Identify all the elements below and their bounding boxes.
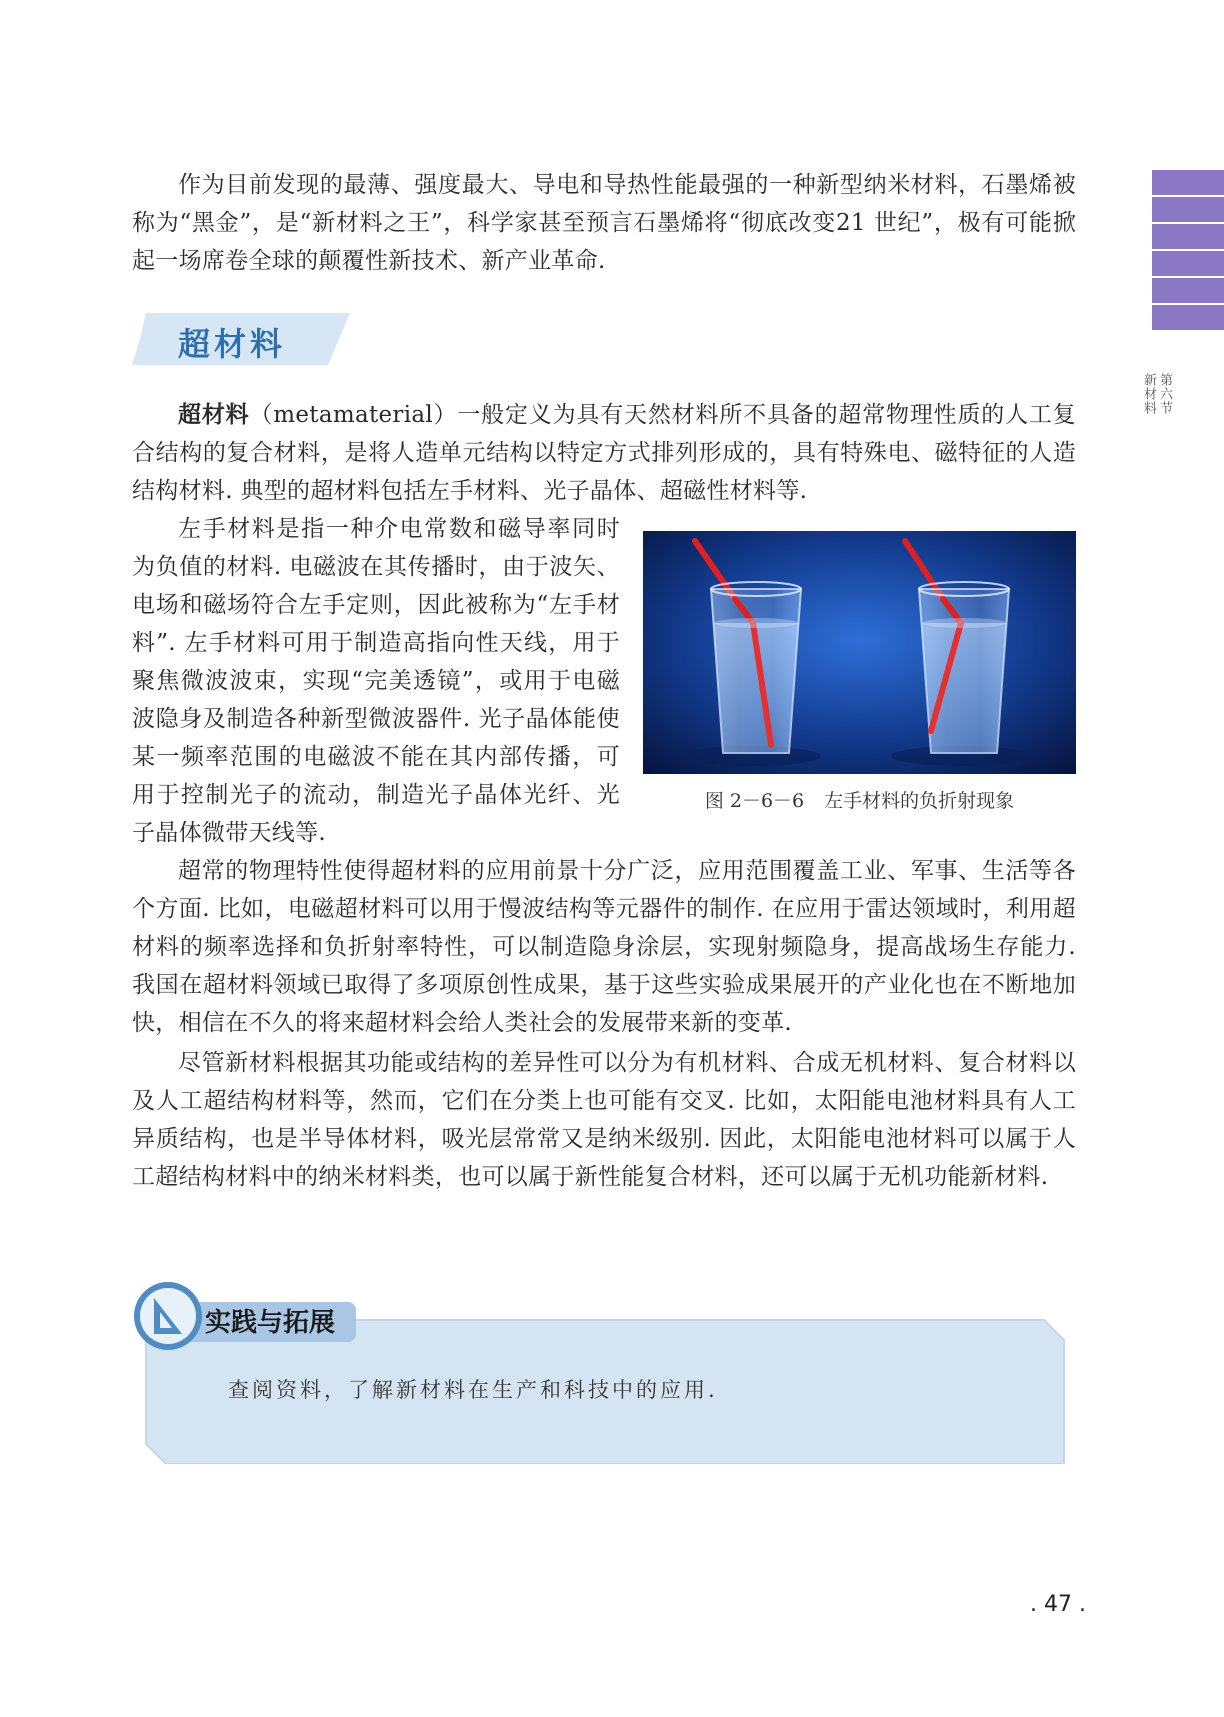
side-tab-section: 第六节 [1157, 373, 1172, 415]
figure-caption-text: 左手材料的负折射现象 [824, 790, 1015, 812]
side-tab-stripes [1152, 170, 1224, 332]
definition-term: 超材料 [178, 402, 250, 428]
practice-text: 查阅资料，了解新材料在生产和科技中的应用. [228, 1378, 718, 1402]
figure-number: 图 2－6－6 [704, 790, 805, 812]
side-tab-title: 新材料 [1141, 373, 1156, 415]
section-heading [132, 313, 350, 365]
page-number: . 47 . [1030, 1592, 1086, 1617]
definition-text: （metamaterial）一般定义为具有天然材料所不具备的超常物理性质的人工复合结构的复合材料，是将人造单元结构以特定方式排列形成的，具有特殊电、磁特征的人造结构材料. 典型的超材料包括左手材料、光子晶体、超磁性材料等. [132, 402, 1077, 504]
application-paragraph: 超常的物理特性使得超材料的应用前景十分广泛，应用范围覆盖工业、军事、生活等各个方面. 比如，电磁超材料可以用于慢波结构等元器件的制作. 在应用于雷达领域时，利用超材料的频率选择和负折射率特性，可以制造隐身涂层，实现射频隐身，提高战场生存能力. 我国在超材料领域已取得了多项原创性成果，基于这些实验成果展开的产业化也在不断地加快，相信在不久的将来超材料会给人类社会的发展带来新的变革. [132, 858, 1076, 1036]
side-tab-label [1141, 373, 1172, 415]
practice-title: 实践与拓展 [205, 1308, 336, 1338]
left-hand-paragraph: 左手材料是指一种介电常数和磁导率同时为负值的材料. 电磁波在其传播时，由于波矢、电场和磁场符合左手定则，因此被称为“左手材料”. 左手材料可用于制造高指向性天线，用于聚焦微波波束，实现“完美透镜”，或用于电磁波隐身及制造各种新型微波器件. 光子晶体能使某一频率范围的电磁波不能在其内部传播，可用于控制光子的流动，制造光子晶体光纤、光子晶体微带天线等. [132, 516, 620, 846]
figure-photo [643, 531, 1076, 774]
figure-caption [643, 786, 1076, 813]
definition-paragraph [132, 396, 1076, 510]
classification-paragraph: 尽管新材料根据其功能或结构的差异性可以分为有机材料、合成无机材料、复合材料以及人工超结构材料等，然而，它们在分类上也可能有交叉. 比如，太阳能电池材料具有人工异质结构，也是半导体材料，吸光层常常又是纳米级别. 因此，太阳能电池材料可以属于人工超结构材料中的纳米材料类，也可以属于新性能复合材料，还可以属于无机功能新材料. [132, 1050, 1076, 1190]
section-heading-text: 超材料 [178, 325, 287, 363]
intro-paragraph: 作为目前发现的最薄、强度最大、导电和导热性能最强的一种新型纳米材料，石墨烯被称为“黑金”，是“新材料之王”，科学家甚至预言石墨烯将“彻底改变21 世纪”，极有可能掀起一场席卷全球的颠覆性新技术、新产业革命. [132, 172, 1076, 274]
